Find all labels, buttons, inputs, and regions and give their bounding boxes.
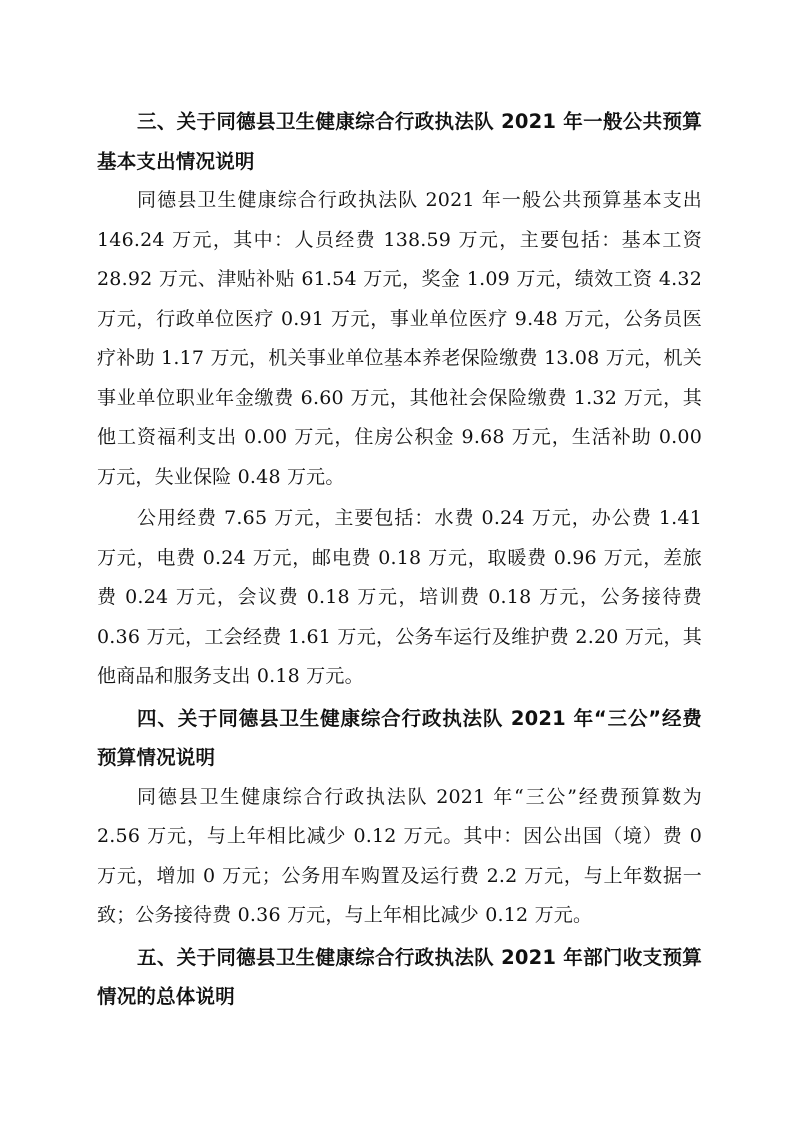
section-3-paragraph-public-funds: 公用经费 7.65 万元，主要包括：水费 0.24 万元，办公费 1.41 万元，电费 0.24 万元，邮电费 0.18 万元，取暖费 0.96 万元，差旅费 0.24 万元，会议费 0.18 万元，培训费 0.18 万元，公务接待费 0.36 万元，工会经费 1.61 万元，公务车运行及维护费 2.20 万元，其他商品和服务支出 0.18 万元。 (97, 507, 702, 687)
document-page (97, 102, 702, 1017)
section-5-heading: 五、关于同德县卫生健康综合行政执法队 2021 年部门收支预算情况的总体说明 (97, 945, 702, 1008)
section-4-heading: 四、关于同德县卫生健康综合行政执法队 2021 年“三公”经费预算情况说明 (97, 706, 702, 769)
section-4-paragraph: 同德县卫生健康综合行政执法队 2021 年“三公”经费预算数为 2.56 万元，与上年相比减少 0.12 万元。其中：因公出国（境）费 0 万元，增加 0 万元；公务用车购置及运行费 2.2 万元，与上年数据一致；公务接待费 0.36 万元，与上年相比减少 0.12 万元。 (97, 785, 702, 926)
section-3-heading: 三、关于同德县卫生健康综合行政执法队 2021 年一般公共预算基本支出情况说明 (97, 110, 702, 173)
section-3-paragraph-personnel: 同德县卫生健康综合行政执法队 2021 年一般公共预算基本支出 146.24 万元，其中：人员经费 138.59 万元，主要包括：基本工资 28.92 万元、津贴补贴 61.54 万元，奖金 1.09 万元，绩效工资 4.32 万元，行政单位医疗 0.91 万元，事业单位医疗 9.48 万元，公务员医疗补助 1.17 万元，机关事业单位基本养老保险缴费 13.08 万元，机关事业单位职业年金缴费 6.60 万元，其他社会保险缴费 1.32 万元，其他工资福利支出 0.00 万元，住房公积金 9.68 万元，生活补助 0.00 万元，失业保险 0.48 万元。 (97, 189, 702, 488)
